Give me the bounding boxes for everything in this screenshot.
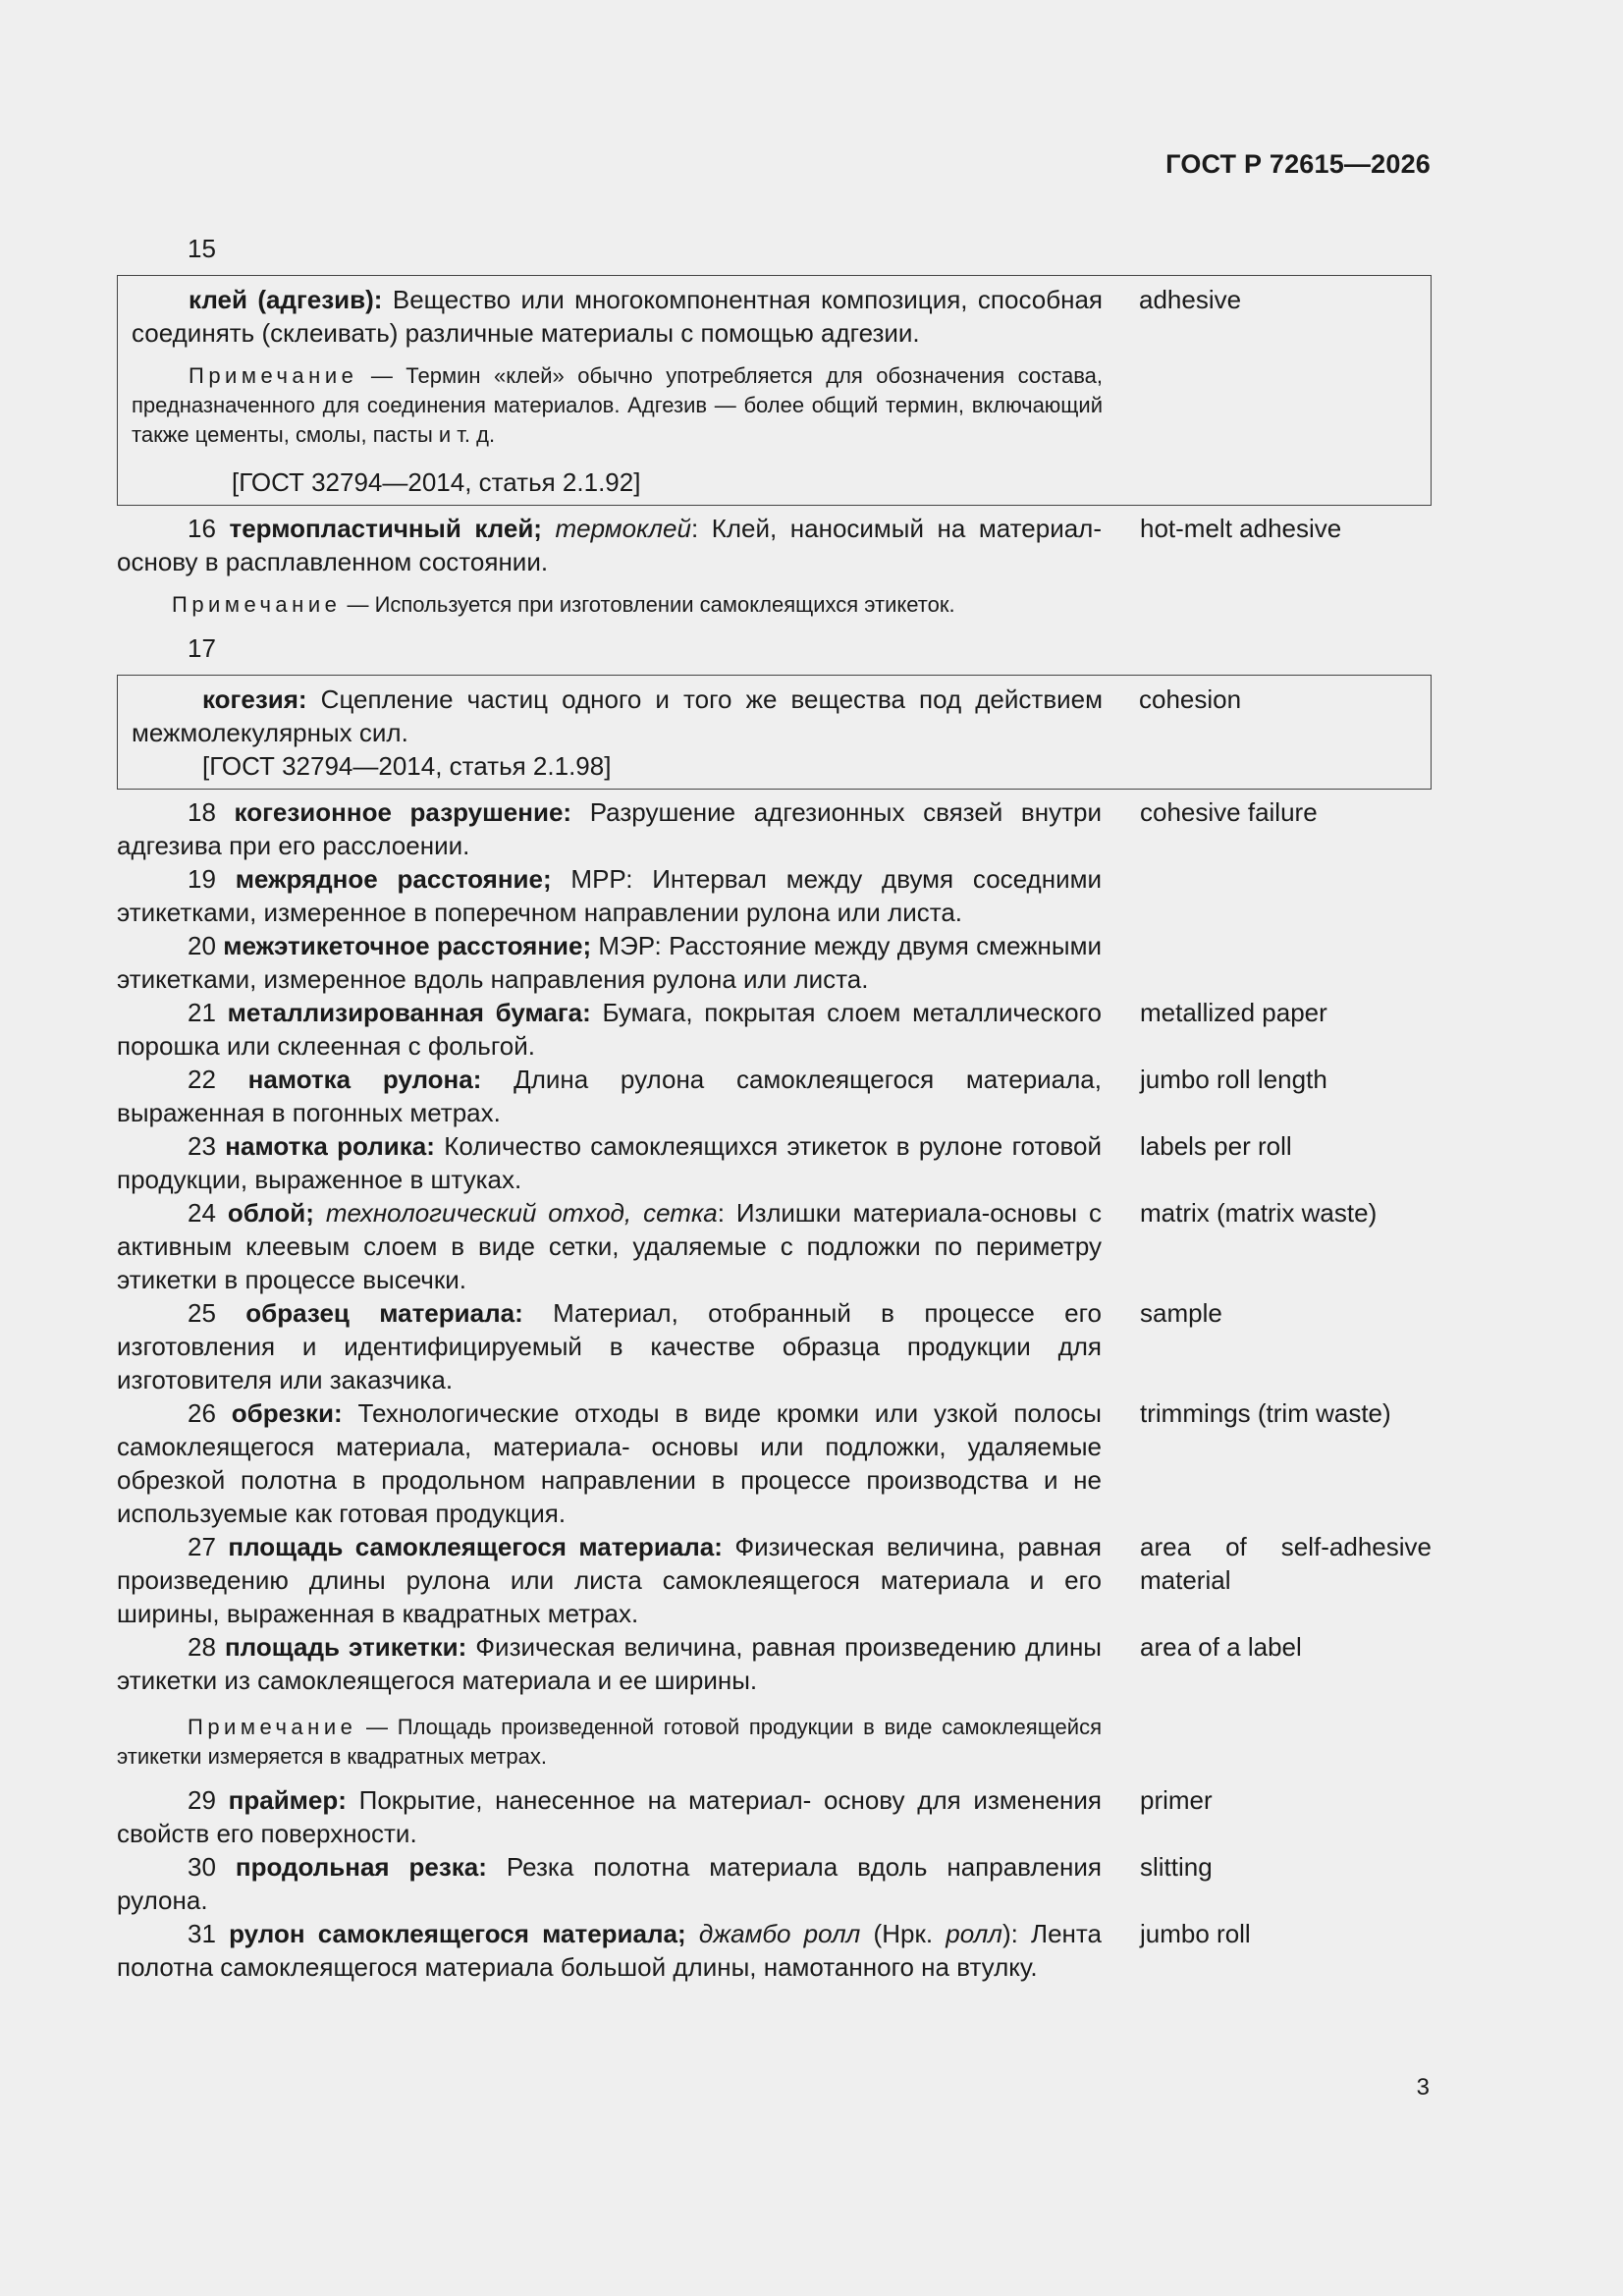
term-number: 26 [188,1398,216,1428]
term-title: площадь этикетки: [224,1632,467,1662]
term-definition: : Излишки материала-основы с активным клеевым слоем в виде сетки, удаляемые с подложки по периметру этикетки в процессе высечки. [117,1198,1102,1294]
term-title: межэтикеточное расстояние; [223,931,592,960]
term-entry [117,1783,1432,1850]
term-entry [117,1530,1432,1630]
term-title: праймер: [228,1785,347,1815]
term-english: cohesive failure [1140,797,1318,827]
term-title: рулон самоклеящегося материала; [229,1919,686,1948]
note-label: Примечание [188,1715,357,1739]
page-number: 3 [1416,2074,1430,2101]
term-english: metallized paper [1140,998,1327,1027]
term-english: trimmings (trim waste) [1140,1398,1391,1428]
term-english: matrix (matrix waste) [1140,1198,1378,1228]
term-entry [117,1850,1432,1917]
term-number: 19 [188,864,216,894]
term-definition: Физическая величина, равная произведению длины рулона или листа самоклеящегося материала и его ширины, выраженная в квадратных метрах. [117,1532,1102,1628]
term-title: когезионное разрушение: [234,797,572,827]
term-mid: (Нрк. [860,1919,947,1948]
term-entry [117,929,1432,996]
term-entry [117,1917,1432,1984]
term-definition: Физическая величина, равная произведению длины этикетки из самоклеящегося материала и ее ширины. [117,1632,1102,1695]
term-number: 17 [188,633,216,663]
term-definition: Резка полотна материала вдоль направления рулона. [117,1852,1102,1915]
term-definition: Покрытие, нанесенное на материал- основу для изменения свойств его поверхности. [117,1785,1102,1848]
term-title: металлизированная бумага: [227,998,591,1027]
term-english: primer [1140,1785,1213,1815]
term-english: cohesion [1139,684,1242,714]
term-english: slitting [1140,1852,1213,1882]
term-note-row [117,1713,1432,1772]
term-title: образец материала: [245,1298,523,1328]
term-english: adhesive [1139,285,1242,314]
term-number: 23 [188,1131,216,1161]
term-source: [ГОСТ 32794—2014, статья 2.1.98] [202,751,612,781]
term-number: 29 [188,1785,216,1815]
term-definition: Материал, отобранный в процессе его изготовления и идентифицируемый в качестве образца продукции для изготовителя или заказчика. [117,1298,1102,1394]
term-english: area of a label [1140,1632,1302,1662]
term-synonym: технологический отход, сетка [325,1198,718,1228]
term-note [117,1713,1102,1772]
note-text: — Термин «клей» обычно употребляется для обозначения состава, предназначенного для соединения материалов. Адгезив — более общий термин, включающий также цементы, смолы, пасты и т. д. [132,363,1103,447]
term-number: 24 [188,1198,216,1228]
term-synonym: джамбо ролл [698,1919,861,1948]
term-entry [132,283,1431,499]
term-title: облой; [227,1198,314,1228]
term-synonym-2: ролл [946,1919,1002,1948]
term-title: намотка рулона: [247,1065,482,1094]
term-definition: Количество самоклеящихся этикеток в рулоне готовой продукции, выраженное в штуках. [117,1131,1103,1194]
term-number: 25 [188,1298,216,1328]
term-english: sample [1140,1298,1222,1328]
term-definition: : Клей, наносимый на материал-основу в расплавленном состоянии. [117,514,1103,576]
term-number: 20 [188,931,216,960]
term-entry [117,1296,1432,1396]
term-number: 18 [188,797,216,827]
term-english: jumbo roll [1140,1919,1251,1948]
term-english: jumbo roll length [1140,1065,1327,1094]
term-definition: Технологические отходы в виде кромки или узкой полосы самоклеящегося материала, материала- основы или подложки, удаляемые обрезкой полотна в продольном направлении в процессе производства и не используемые как готовая продукция. [117,1398,1102,1528]
note-label: Примечание [189,363,358,388]
note-label: Примечание [172,592,342,617]
term-entry [117,1129,1432,1196]
term-title: клей (адгезив): [189,285,383,314]
term-number: 27 [188,1532,216,1561]
term-definition: Бумага, покрытая слоем металлического порошка или склеенная с фольгой. [117,998,1102,1061]
term-number: 30 [188,1852,216,1882]
standard-code: ГОСТ Р 72615—2026 [1165,149,1431,179]
term-entry [132,683,1431,783]
note-text: — Площадь произведенной готовой продукции в виде самоклеящейся этикетки измеряется в квадратных метрах. [117,1715,1102,1769]
term-title: обрезки: [231,1398,343,1428]
term-box [117,275,1432,506]
term-number: 22 [188,1065,216,1094]
term-entry [117,1196,1432,1296]
term-entry [117,512,1432,578]
term-definition: МЭР: Расстояние между двумя смежными этикетками, измеренное вдоль направления рулона или листа. [117,931,1102,994]
term-title: площадь самоклеящегося материала: [228,1532,723,1561]
term-note [172,590,1432,620]
term-box [117,675,1432,790]
term-entry [117,996,1432,1063]
term-title: когезия: [202,684,307,714]
term-entry [117,1396,1432,1530]
term-entry [117,1630,1432,1697]
term-definition: ): Лента полотна самоклеящегося материала большой длины, намотанного на втулку. [117,1919,1102,1982]
term-english: hot-melt adhesive [1140,514,1342,543]
term-number: 15 [188,234,216,263]
term-english: area of self-adhesive material [1140,1532,1432,1595]
term-entry [117,795,1432,862]
term-entry [117,862,1432,929]
term-definition: Вещество или многокомпонентная композиция, способная соединять (склеивать) различные материалы с помощью адгезии. [132,285,1103,348]
term-number: 31 [188,1919,216,1948]
term-title: намотка ролика: [225,1131,435,1161]
term-title: межрядное расстояние; [235,864,552,894]
term-number: 21 [188,998,216,1027]
term-source: [ГОСТ 32794—2014, статья 2.1.92] [232,467,641,497]
term-definition: Разрушение адгезионных связей внутри адгезива при его расслоении. [117,797,1102,860]
note-text: — Используется при изготовлении самоклеящихся этикеток. [341,592,955,617]
term-synonym: термоклей [555,514,691,543]
term-title: продольная резка: [235,1852,487,1882]
term-number: 28 [188,1632,216,1662]
term-note [132,361,1103,450]
term-definition: Длина рулона самоклеящегося материала, выраженная в погонных метрах. [117,1065,1102,1127]
term-definition: МРР: Интервал между двумя соседними этикетками, измеренное в поперечном направлении рулона или листа. [117,864,1102,927]
term-entry [117,1063,1432,1129]
terms-list [117,232,1432,1984]
term-definition: Сцепление частиц одного и того же вещества под действием межмолекулярных сил. [132,684,1103,747]
term-number: 16 [188,514,216,543]
term-title: термопластичный клей; [229,514,542,543]
term-english: labels per roll [1140,1131,1292,1161]
